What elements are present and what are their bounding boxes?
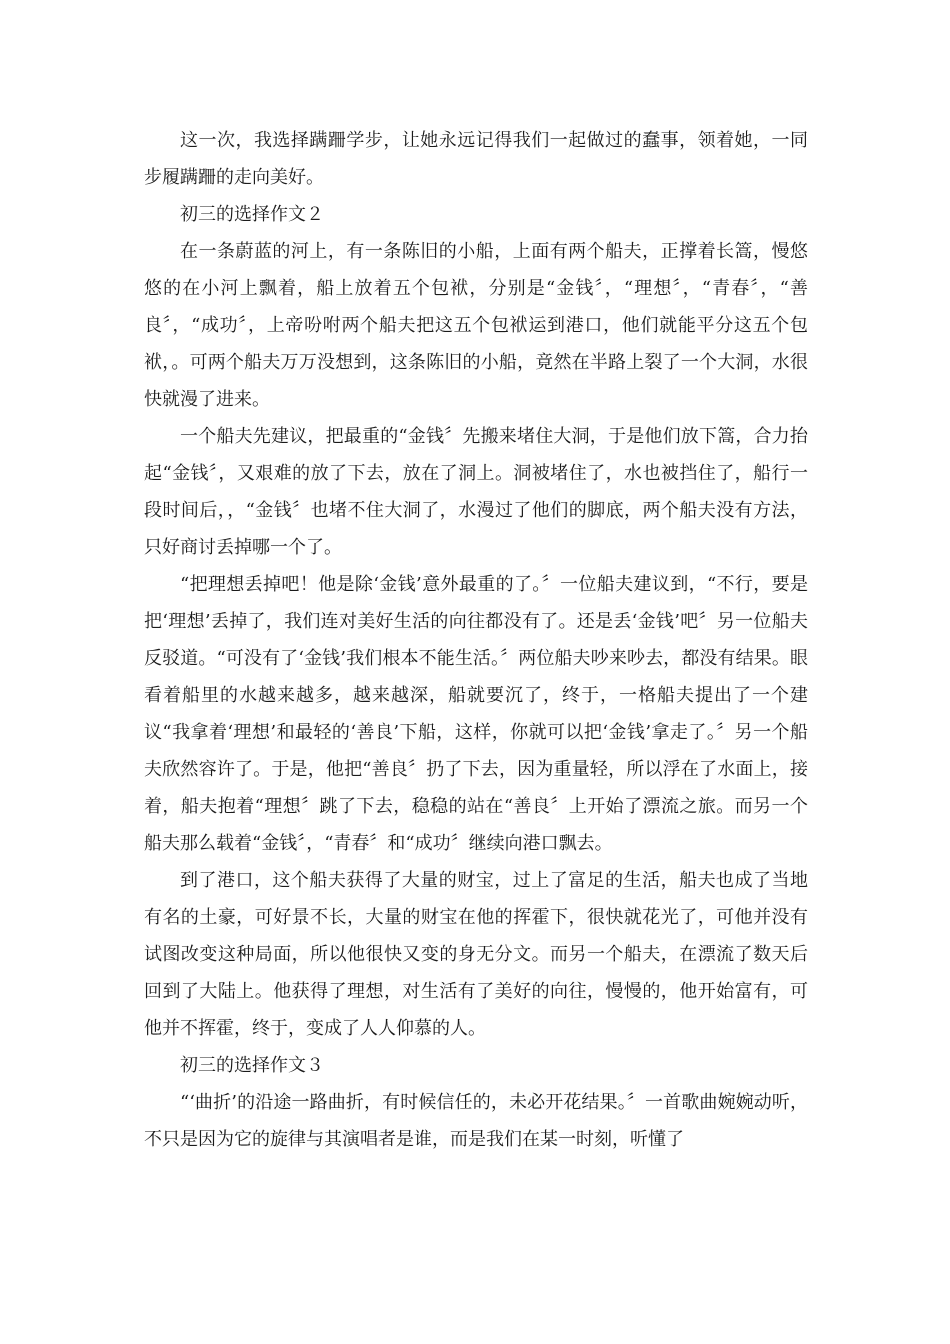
paragraph-intro: 这一次，我选择蹒跚学步，让她永远记得我们一起做过的蠢事，领着她，一同步履蹒跚的走向美好。	[144, 130, 808, 188]
paragraph: “‘曲折’的沿途一路曲折，有时候信任的，未必开花结果。〞一首歌曲婉婉动听，不只是因为它的旋律与其演唱者是谁，而是我们在某一时刻，听懂了	[144, 1092, 808, 1150]
paragraph: 到了港口，这个船夫获得了大量的财宝，过上了富足的生活，船夫也成了当地有名的土豪，可好景不长，大量的财宝在他的挥霍下，很快就花光了，可他并没有试图改变这种局面，所以他很快又变的身无分文。而另一个船夫，在漂流了数天后回到了大陆上。他获得了理想，对生活有了美好的向往，慢慢的，他开始富有，可他并不挥霍，终于，变成了人人仰慕的人。	[144, 870, 808, 1039]
paragraph: 在一条蔚蓝的河上，有一条陈旧的小船，上面有两个船夫，正撑着长篙，慢悠悠的在小河上飘着，船上放着五个包袱，分别是“金钱〞，“理想〞，“青春〞，“善良〞，“成功〞，上帝吩咐两个船夫把这五个包袱运到港口，他们就能平分这五个包袱，。可两个船夫万万没想到，这条陈旧的小船，竟然在半路上裂了一个大洞，水很快就漫了进来。	[144, 241, 808, 410]
section-heading-3: 初三的选择作文３	[180, 1055, 324, 1076]
paragraph: 一个船夫先建议，把最重的“金钱〞先搬来堵住大洞，于是他们放下篙，合力抬起“金钱〞，又艰难的放了下去，放在了洞上。洞被堵住了，水也被挡住了，船行一段时间后，，“金钱〞也堵不住大洞了，水漫过了他们的脚底，两个船夫没有方法，只好商讨丢掉哪一个了。	[144, 426, 808, 558]
paragraph: “把理想丢掉吧！他是除‘金钱’意外最重的了。〞一位船夫建议到，“不行，要是把‘理想’丢掉了，我们连对美好生活的向往都没有了。还是丢‘金钱’吧〞另一位船夫反驳道。“可没有了‘金钱’我们根本不能生活。〞两位船夫吵来吵去，都没有结果。眼看着船里的水越来越多，越来越深，船就要沉了，终于，一格船夫提出了一个建议“我拿着‘理想’和最轻的‘善良’下船，这样，你就可以把‘金钱’拿走了。〞另一个船夫欣然容许了。于是，他把“善良〞扔了下去，因为重量轻，所以浮在了水面上，接着，船夫抱着“理想〞跳了下去，稳稳的站在“善良〞上开始了漂流之旅。而另一个船夫那么载着“金钱〞，“青春〞和“成功〞继续向港口飘去。	[144, 574, 808, 854]
section-heading-2: 初三的选择作文２	[180, 204, 324, 225]
article-body	[144, 122, 808, 1158]
